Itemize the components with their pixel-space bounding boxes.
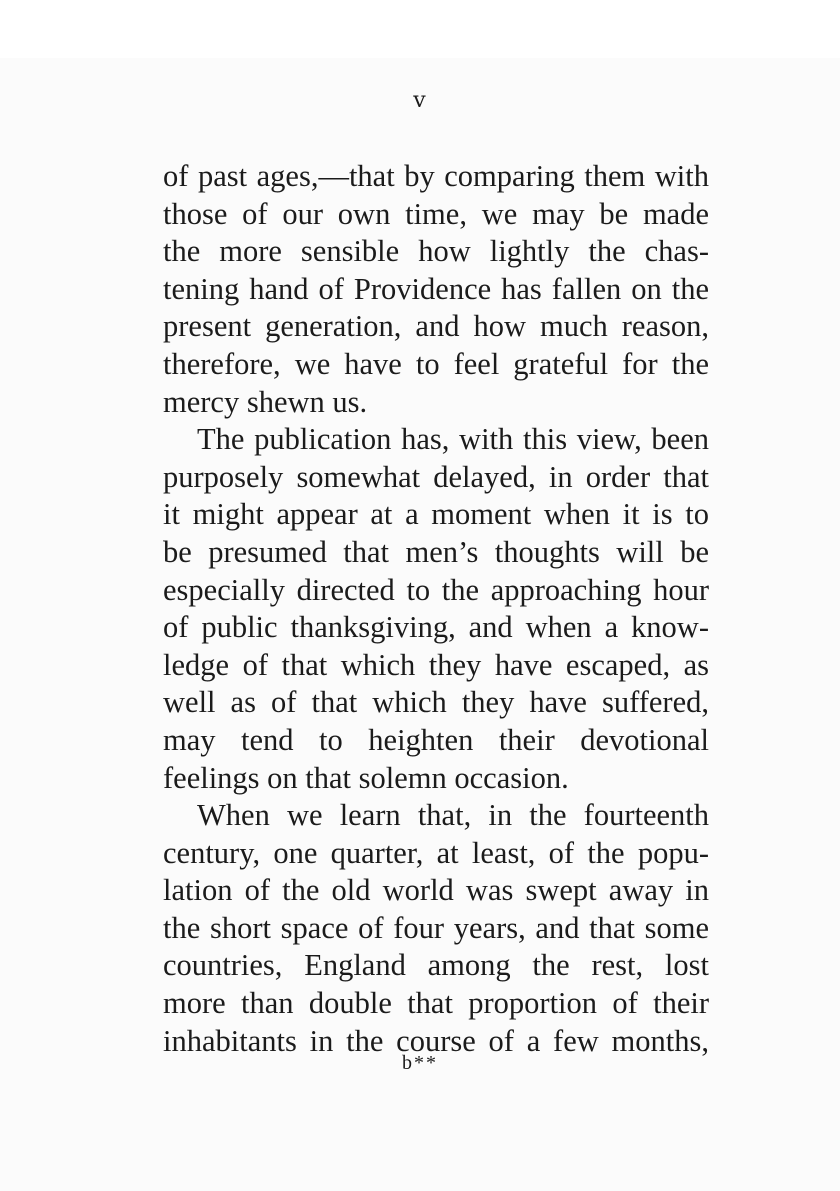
signature-mark: b** [402,1052,438,1074]
text-line: it might appear at a moment when it is to [163,497,709,532]
scan-margin [0,0,840,58]
text-line: the short space of four years, and that some [163,910,709,945]
page-number: v [413,88,427,113]
text-line: be presumed that men’s thoughts will be [163,534,709,569]
text-line: When we learn that, in the fourteenth [197,798,709,833]
text-line: present generation, and how much reason, [163,309,709,344]
text-line: purposely somewhat delayed, in order that [163,459,709,494]
text-line: tening hand of Providence has fallen on the [163,271,709,306]
text-line: ledge of that which they have escaped, as [163,647,709,682]
text-line: countries, England among the rest, lost [163,948,709,983]
text-line: well as of that which they have suffered, [163,685,709,720]
text-line: century, one quarter, at least, of the popu- [163,835,709,870]
text-line: more than double that proportion of their [163,986,709,1021]
text-line: especially directed to the approaching hour [163,572,709,607]
text-line: of past ages,—that by comparing them with [163,159,709,193]
text-line: inhabitants in the course of a few months, [163,1023,709,1058]
text-line: The publication has, with this view, been [197,422,709,457]
text-line: feelings on that solemn occasion. [163,760,569,795]
text-line: those of our own time, we may be made [163,196,709,231]
text-line: therefore, we have to feel grateful for the [163,346,709,381]
text-line: may tend to heighten their devotional [163,722,709,757]
text-line: mercy shewn us. [163,384,368,419]
body-text [163,158,709,1060]
text-line: the more sensible how lightly the chas- [163,234,709,269]
text-line: lation of the old world was swept away in [163,873,709,908]
text-line: of public thanksgiving, and when a know- [163,610,709,645]
